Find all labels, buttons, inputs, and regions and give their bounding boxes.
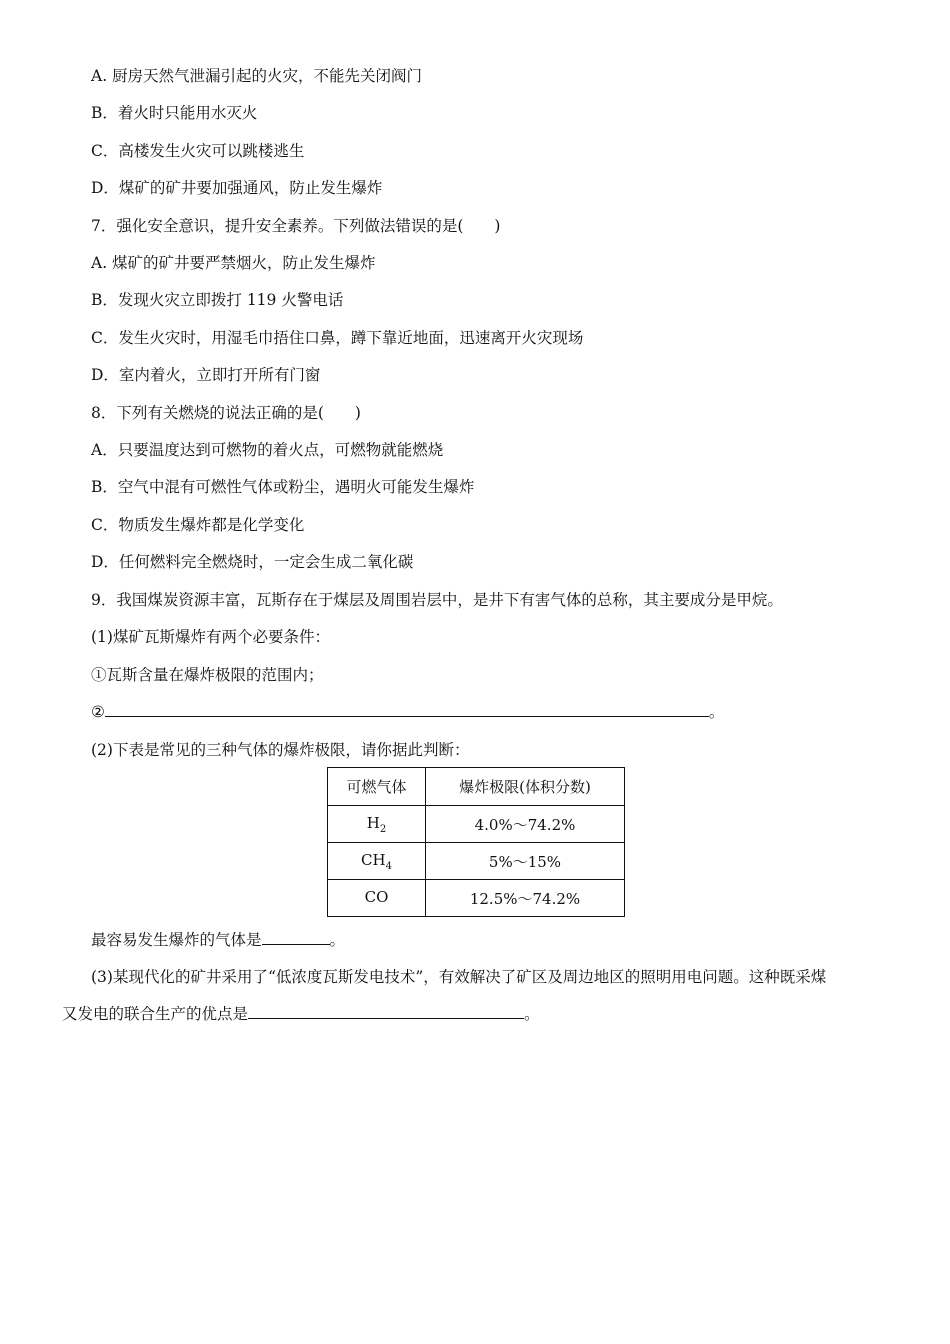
q7-option-c: C．发生火灾时，用湿毛巾捂住口鼻，蹲下靠近地面，迅速离开火灾现场 (91, 329, 584, 347)
q8-option-c: C．物质发生爆炸都是化学变化 (91, 516, 305, 534)
q9-part2-answer-label: 最容易发生爆炸的气体是 (91, 931, 262, 949)
q9-part1-intro: (1)煤矿瓦斯爆炸有两个必要条件： (91, 628, 330, 646)
q9-part2-answer-blank[interactable] (262, 930, 330, 945)
q9-part2-period: 。 (329, 931, 346, 949)
table-cell-gas: $CH_4$ (328, 843, 426, 880)
q9-part1-condition2-marker: ② (91, 703, 105, 721)
q8-option-a: A．只要温度达到可燃物的着火点，可燃物就能燃烧 (91, 441, 444, 459)
q7-option-a: A. 煤矿的矿井要严禁烟火，防止发生爆炸 (91, 254, 376, 272)
table-cell-limit: 4.0%～74.2% (426, 806, 625, 843)
q9-part1-answer-blank[interactable] (105, 702, 709, 717)
q7-option-b: B．发现火灾立即拨打 119 火警电话 (91, 291, 344, 309)
explosion-limit-table (327, 767, 625, 917)
table-cell-gas: $H_2$ (328, 806, 426, 843)
q9-part2-answer (91, 930, 345, 950)
table-row (328, 806, 625, 843)
q6-option-a: A. 厨房天然气泄漏引起的火灾，不能先关闭阀门 (91, 67, 423, 85)
table-header-limit: 爆炸极限(体积分数) (426, 768, 625, 806)
q6-option-b: B．着火时只能用水灭火 (91, 104, 258, 122)
q9-part3-period: 。 (524, 1005, 540, 1023)
q9-part1-condition2 (91, 702, 724, 722)
table-cell-limit: 5%～15% (426, 843, 625, 880)
table-cell-gas: CO (328, 880, 426, 917)
table-header-row (328, 768, 625, 806)
q8-option-d: D．任何燃料完全燃烧时，一定会生成二氧化碳 (91, 553, 414, 571)
q9-part3-answer-blank[interactable] (248, 1004, 524, 1019)
table-row (328, 843, 625, 880)
q6-option-d: D．煤矿的矿井要加强通风，防止发生爆炸 (91, 179, 383, 197)
table-cell-limit: 12.5%～74.2% (426, 880, 625, 917)
q9-part2-intro: (2)下表是常见的三种气体的爆炸极限，请你据此判断： (91, 741, 470, 759)
table-header-gas: 可燃气体 (328, 768, 426, 806)
q9-part3-answer-label: 又发电的联合生产的优点是 (62, 1005, 249, 1023)
q9-part3-line2 (62, 1004, 540, 1024)
q8-option-b: B．空气中混有可燃性气体或粉尘，遇明火可能发生爆炸 (91, 478, 475, 496)
q9-part1-period: 。 (708, 703, 725, 721)
q9-stem: 9．我国煤炭资源丰富，瓦斯存在于煤层及周围岩层中，是井下有害气体的总称，其主要成分是甲烷。 (91, 591, 783, 609)
q9-part1-condition1: ①瓦斯含量在爆炸极限的范围内； (91, 666, 324, 684)
q7-option-d: D．室内着火，立即打开所有门窗 (91, 366, 321, 384)
table-row (328, 880, 625, 917)
q6-option-c: C．高楼发生火灾可以跳楼逃生 (91, 142, 305, 160)
q8-stem: 8．下列有关燃烧的说法正确的是( ) (91, 404, 361, 422)
q9-part3-line1: (3)某现代化的矿井采用了“低浓度瓦斯发电技术”，有效解决了矿区及周边地区的照明用电问题。这种既采煤 (91, 968, 827, 986)
q7-stem: 7．强化安全意识，提升安全素养。下列做法错误的是( ) (91, 217, 501, 235)
